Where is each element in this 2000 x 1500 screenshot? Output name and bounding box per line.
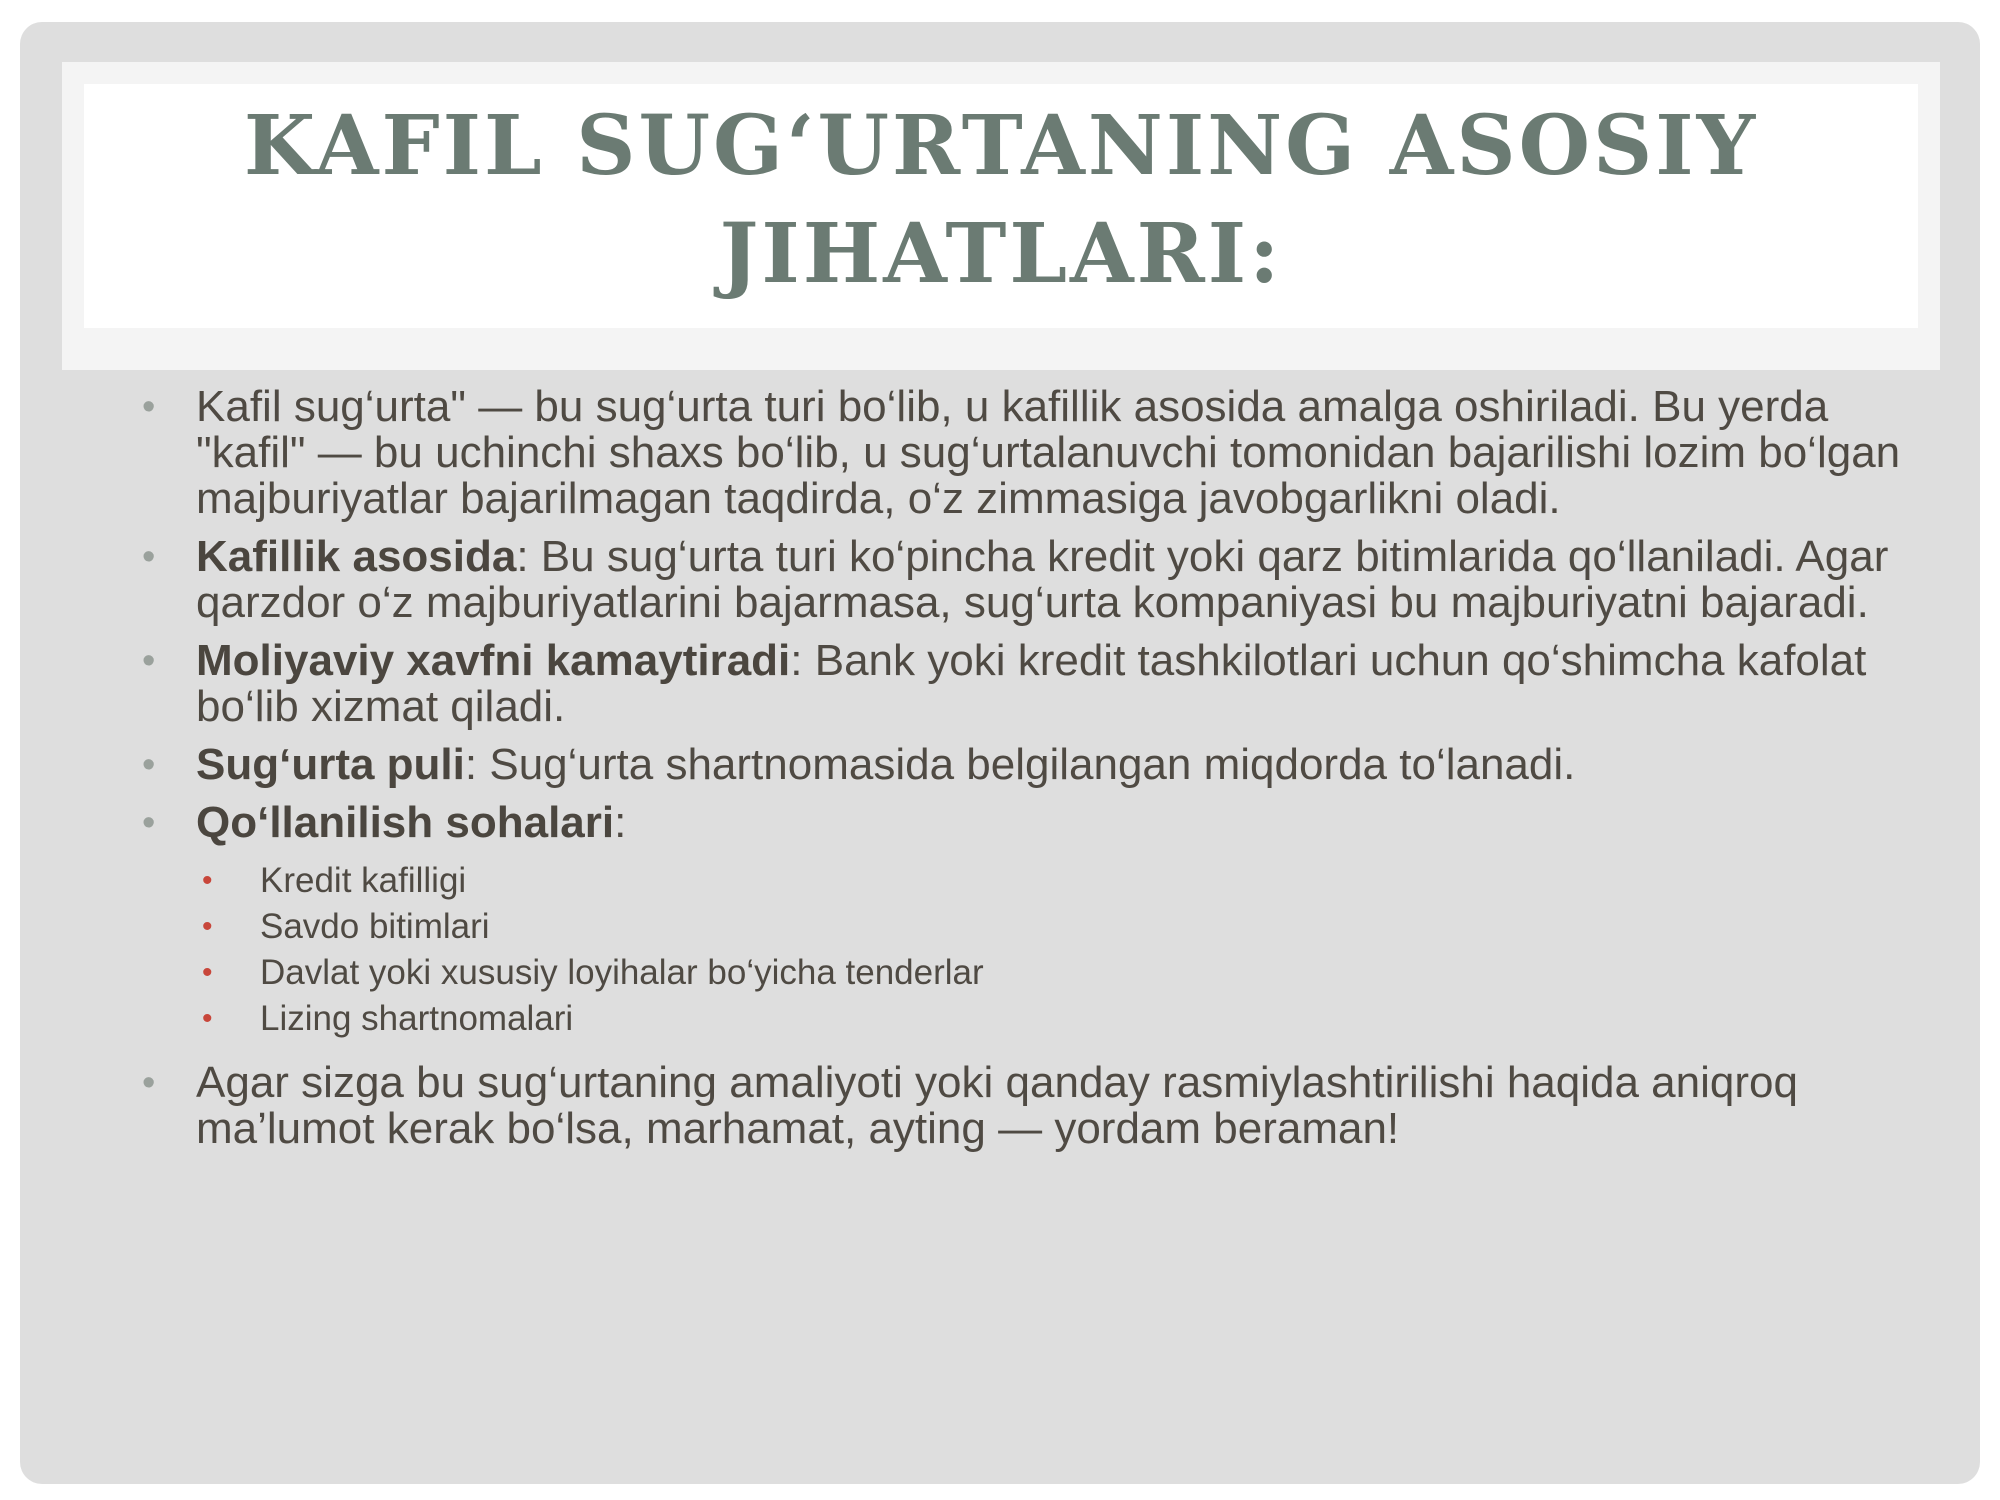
bullet-item-6 — [140, 1060, 1920, 1152]
bullet-bold-term: Qo‘llanilish sohalari — [196, 798, 615, 847]
bullet-icon: • — [142, 386, 156, 428]
bullet-text: : Sug‘urta shartnomasida belgilangan miqdorda to‘lanadi. — [464, 740, 1576, 789]
bullet-text: Agar sizga bu sug‘urtaning amaliyoti yoki qanday rasmiylashtirilishi haqida aniqroq ma’lumot kerak bo‘lsa, marhamat, ayting — yordam beraman! — [196, 1058, 1798, 1153]
bullet-text: : Bu sug‘urta turi ko‘pincha kredit yoki qarz bitimlarida qo‘llaniladi. Agar qarzdor o‘z majburiyatlarini bajarmasa, sug‘urta kompaniyasi bu majburiyatni bajaradi. — [196, 532, 1889, 627]
sub-bullet-item-4 — [196, 996, 1920, 1042]
bullet-item-1 — [140, 384, 1920, 522]
sub-bullet-text: Savdo bitimlari — [260, 907, 490, 946]
bullet-item-4 — [140, 742, 1920, 788]
bullet-text: Kafil sug‘urta" — bu sug‘urta turi bo‘lib, u kafillik asosida amalga oshiriladi. Bu yerda "kafil" — bu uchinchi shaxs bo‘lib, u sug‘urtalanuvchi tomonidan bajarilishi lozim bo‘lgan majburiyatlar bajarilmagan taqdirda, o‘z zimmasiga javobgarlikni oladi. — [196, 382, 1901, 523]
sub-bullet-text: Davlat yoki xususiy loyihalar bo‘yicha tenderlar — [260, 953, 984, 992]
bullet-icon: • — [142, 1062, 156, 1104]
sub-bullet-text: Lizing shartnomalari — [260, 999, 574, 1038]
bullet-icon: • — [142, 744, 156, 786]
sub-bullet-item-2 — [196, 904, 1920, 950]
bullet-text: : — [614, 798, 627, 847]
sub-bullet-text: Kredit kafilligi — [260, 861, 467, 900]
title-line-1: KAFIL SUG‘URTANING ASOSIY — [243, 98, 1759, 194]
bullet-bold-term: Moliyaviy xavfni kamaytiradi — [196, 636, 791, 685]
slide-title — [62, 92, 1940, 308]
sub-bullet-item-1 — [196, 858, 1920, 904]
sub-bullet-icon: • — [202, 864, 213, 897]
title-band — [62, 62, 1940, 370]
bullet-text: : Bank yoki kredit tashkilotlari uchun qo‘shimcha kafolat bo‘lib xizmat qiladi. — [196, 636, 1867, 731]
sub-bullet-icon: • — [202, 1002, 213, 1035]
slide — [20, 22, 1980, 1484]
bullet-bold-term: Kafillik asosida — [196, 532, 517, 581]
sub-bullet-item-3 — [196, 950, 1920, 996]
bullet-item-3 — [140, 638, 1920, 730]
sub-bullet-icon: • — [202, 910, 213, 943]
bullet-icon: • — [142, 536, 156, 578]
bullet-bold-term: Sug‘urta puli — [196, 740, 465, 789]
bullet-icon: • — [142, 640, 156, 682]
sub-bullet-list — [140, 858, 1920, 1042]
bullet-item-2 — [140, 534, 1920, 626]
sub-bullet-icon: • — [202, 956, 213, 989]
title-line-2: JIHATLARI: — [719, 206, 1283, 302]
bullet-item-5 — [140, 800, 1920, 846]
bullet-icon: • — [142, 802, 156, 844]
bullet-list — [140, 384, 1920, 1164]
